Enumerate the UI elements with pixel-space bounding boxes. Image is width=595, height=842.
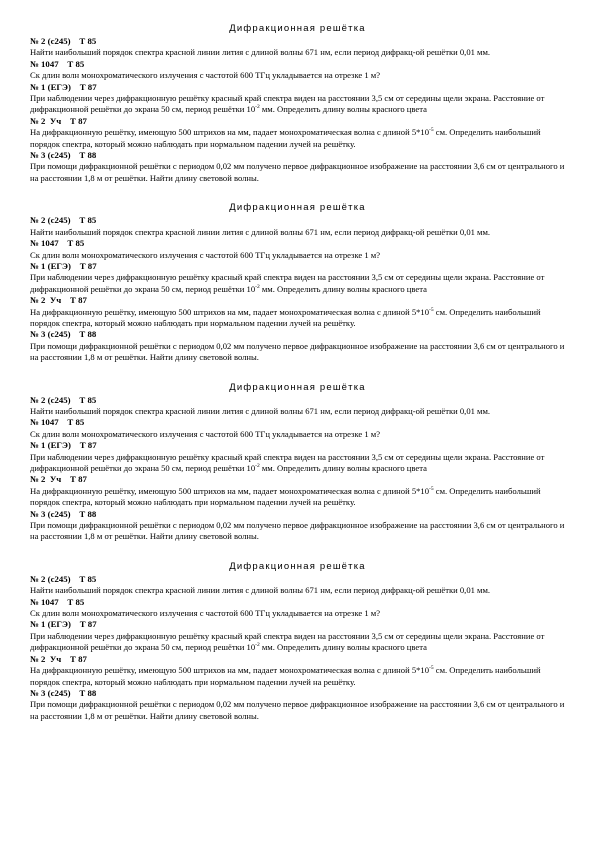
task-text: При наблюдении через дифракционную решётку красный край спектра виден на расстоянии 3,5 см от середины щели экрана. Расстояние от дифракционной решётки до экрана 50 см, период решётки $10^{-2}$ мм. Определить длину волны красного цвета <box>30 93 545 115</box>
task-text: При наблюдении через дифракционную решётку красный край спектра виден на расстоянии 3,5 см от середины щели экрана. Расстояние от дифракционной решётки до экрана 50 см, период решётки $10^{-2}$ мм. Определить длину волны красного цвета <box>30 630 545 653</box>
task-text: При помощи дифракционной решётки с периодом 0,02 мм получено первое дифракционное изображение на расстоянии 3,6 см от центрального и на расстоянии 1,8 м от решётки. Найти длину световой волны. <box>30 699 565 721</box>
task-number: № 2 Уч Т 87 <box>30 295 87 306</box>
task-text: Ск длин волн монохроматического излучения с частотой 600 ТГц укладывается на отрезке 1 м? <box>30 70 381 81</box>
task-number: № 1 (ЕГЭ) Т 87 <box>30 440 97 451</box>
task-sheet-block <box>30 201 565 363</box>
document-page <box>30 22 565 739</box>
task-text: При наблюдении через дифракционную решётку красный край спектра виден на расстоянии 3,5 см от середины щели экрана. Расстояние от дифракционной решётки до экрана 50 см, период решётки $10^{-2}$ мм. Определить длину волны красного цвета <box>30 451 545 473</box>
task-sheet-block <box>30 381 565 543</box>
sheet-title: Дифракционная решётка <box>229 381 366 393</box>
task-text: Ск длин волн монохроматического излучения с частотой 600 ТГц укладывается на отрезке 1 м? <box>30 608 381 619</box>
task-text: При наблюдении через дифракционную решётку красный край спектра виден на расстоянии 3,5 см от середины щели экрана. Расстояние от дифракционной решётки до экрана 50 см, период решётки $10^{-2}$ мм. Определить длину волны красного цвета <box>30 272 545 294</box>
task-text: Найти наибольший порядок спектра красной линии лития с длиной волны 671 нм, если период дифракц-ой решётки 0,01 мм. <box>30 226 491 237</box>
task-text: На дифракционную решётку, имеющую 500 штрихов на мм, падает монохроматическая волна с длиной $5*10^{-5}$ см. Определить наибольший порядок спектра, который можно наблюдать при нормальном падении лучей на решётку. <box>30 665 541 687</box>
task-number: № 3 (с245) Т 88 <box>30 508 97 519</box>
task-text: На дифракционную решётку, имеющую 500 штрихов на мм, падает монохроматическая волна с длиной $5*10^{-5}$ см. Определить наибольший порядок спектра, который можно наблюдать при нормальном падении лучей на решётку. <box>30 306 541 328</box>
task-text: Найти наибольший порядок спектра красной линии лития с длиной волны 671 нм, если период дифракц-ой решётки 0,01 мм. <box>30 585 491 596</box>
task-sheet-block <box>30 560 565 722</box>
task-text: На дифракционную решётку, имеющую 500 штрихов на мм, падает монохроматическая волна с длиной $5*10^{-5}$ см. Определить наибольший порядок спектра, который можно наблюдать при нормальном падении лучей на решётку. <box>30 127 541 149</box>
sheet-title: Дифракционная решётка <box>229 202 366 214</box>
task-number: № 2 (с245) Т 85 <box>30 394 97 405</box>
task-number: № 1 (ЕГЭ) Т 87 <box>30 619 97 630</box>
task-text: Найти наибольший порядок спектра красной линии лития с длиной волны 671 нм, если период дифракц-ой решётки 0,01 мм. <box>30 47 491 58</box>
task-number: № 3 (с245) Т 88 <box>30 329 97 340</box>
task-number: № 1047 Т 85 <box>30 596 85 607</box>
task-number: № 3 (с245) Т 88 <box>30 687 97 698</box>
task-number: № 1 (ЕГЭ) Т 87 <box>30 260 97 271</box>
task-text: Найти наибольший порядок спектра красной линии лития с длиной волны 671 нм, если период дифракц-ой решётки 0,01 мм. <box>30 405 491 416</box>
task-text: При помощи дифракционной решётки с периодом 0,02 мм получено первое дифракционное изображение на расстоянии 3,6 см от центрального и на расстоянии 1,8 м от решётки. Найти длину световой волны. <box>30 161 565 183</box>
task-number: № 1 (ЕГЭ) Т 87 <box>30 81 97 92</box>
task-text: Ск длин волн монохроматического излучения с частотой 600 ТГц укладывается на отрезке 1 м? <box>30 428 381 439</box>
task-number: № 2 (с245) Т 85 <box>30 215 97 226</box>
task-number: № 3 (с245) Т 88 <box>30 150 97 161</box>
task-text: При помощи дифракционной решётки с периодом 0,02 мм получено первое дифракционное изображение на расстоянии 3,6 см от центрального и на расстоянии 1,8 м от решётки. Найти длину световой волны. <box>30 340 565 363</box>
task-number: № 2 Уч Т 87 <box>30 653 87 664</box>
task-text: При помощи дифракционной решётки с периодом 0,02 мм получено первое дифракционное изображение на расстоянии 3,6 см от центрального и на расстоянии 1,8 м от решётки. Найти длину световой волны. <box>30 520 565 542</box>
task-number: № 2 (с245) Т 85 <box>30 36 97 46</box>
sheet-title: Дифракционная решётка <box>229 560 366 572</box>
task-number: № 2 Уч Т 87 <box>30 474 87 485</box>
task-text: На дифракционную решётку, имеющую 500 штрихов на мм, падает монохроматическая волна с длиной $5*10^{-5}$ см. Определить наибольший порядок спектра, который можно наблюдать при нормальном падении лучей на решётку. <box>30 485 541 508</box>
task-number: № 2 (с245) Т 85 <box>30 573 97 584</box>
task-number: № 1047 Т 85 <box>30 417 85 428</box>
task-number: № 1047 Т 85 <box>30 58 85 69</box>
task-number: № 2 Уч Т 87 <box>30 115 87 126</box>
task-sheet-block <box>30 22 565 184</box>
sheet-title: Дифракционная решётка <box>229 23 366 34</box>
task-text: Ск длин волн монохроматического излучения с частотой 600 ТГц укладывается на отрезке 1 м? <box>30 249 381 260</box>
task-number: № 1047 Т 85 <box>30 238 85 249</box>
